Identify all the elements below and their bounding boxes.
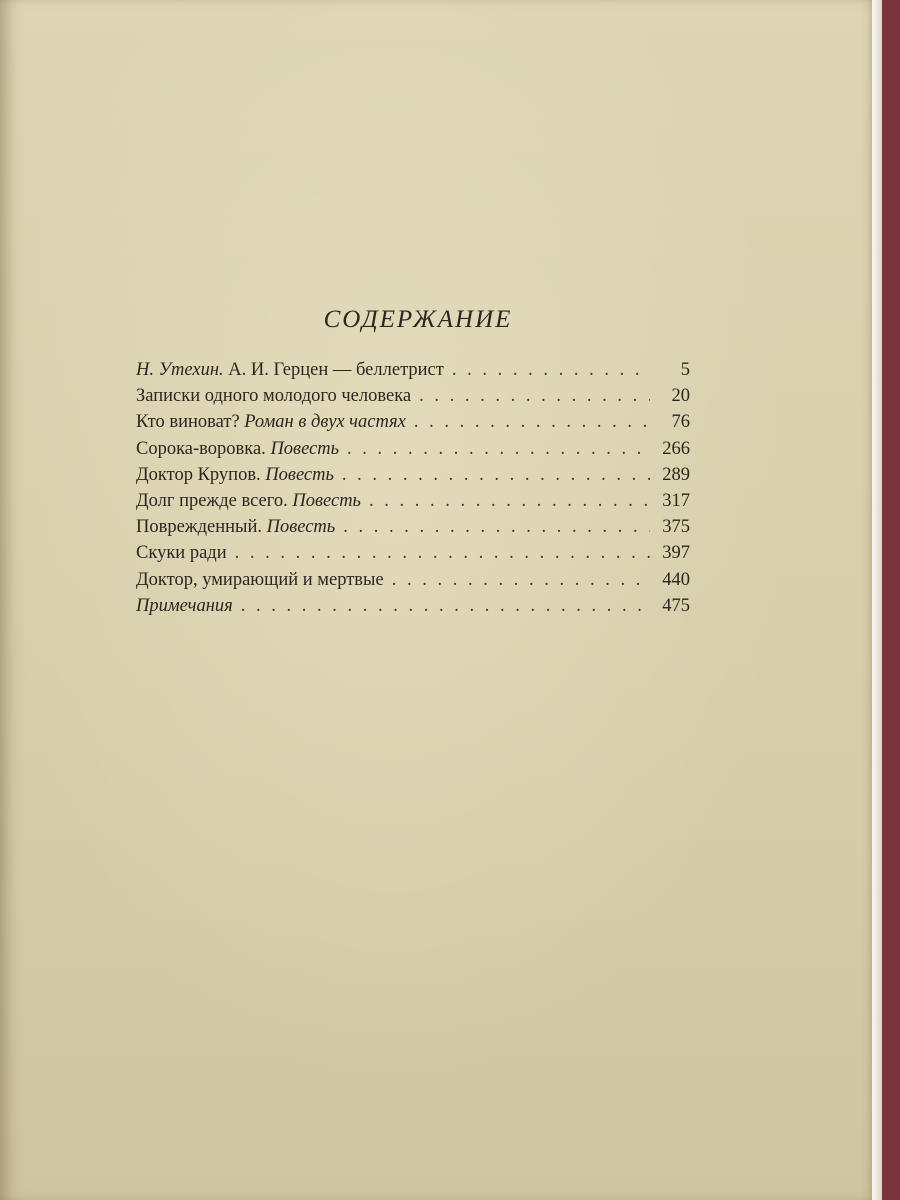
entry-subtitle: Повесть — [270, 438, 340, 459]
entry-page: 289 — [662, 464, 690, 485]
contents-row — [136, 596, 690, 622]
contents-row — [136, 517, 690, 543]
entry-subtitle: Роман в двух частях — [244, 412, 406, 433]
dot-leader — [334, 465, 650, 486]
entry-page: 475 — [662, 595, 690, 616]
entry-text — [136, 570, 384, 591]
entry-title: Доктор, умирающий и мертвые — [136, 569, 384, 590]
entry-title: Примечания — [136, 595, 233, 616]
entry-title: Доктор Крупов. — [136, 464, 261, 485]
dot-leader — [227, 543, 650, 564]
contents-row — [136, 386, 690, 412]
contents-row — [136, 465, 690, 491]
entry-title: Долг прежде всего. — [136, 490, 288, 511]
dot-leader — [411, 386, 650, 407]
contents-row — [136, 360, 690, 386]
entry-text — [136, 360, 444, 381]
contents-title: СОДЕРЖАНИЕ — [323, 306, 513, 333]
entry-page: 5 — [680, 360, 690, 380]
entry-text — [136, 517, 335, 538]
entry-page: 440 — [662, 569, 690, 590]
dot-leader — [444, 360, 650, 381]
entry-text — [136, 543, 227, 564]
entry-author: Н. Утехин. — [136, 360, 224, 380]
entry-text — [136, 386, 411, 407]
contents-row — [136, 439, 690, 465]
entry-subtitle: Повесть — [266, 517, 336, 538]
entry-text — [136, 439, 339, 460]
entry-subtitle: Повесть — [292, 490, 361, 511]
entry-page: 375 — [662, 517, 690, 538]
entry-text — [136, 491, 361, 512]
entry-page: 266 — [662, 438, 690, 459]
dot-leader — [406, 412, 650, 433]
entry-text — [136, 596, 233, 617]
entry-title: Сорока-воровка. — [136, 438, 266, 459]
entry-text — [136, 465, 334, 486]
contents-row — [136, 491, 690, 517]
table-of-contents — [136, 306, 690, 622]
entry-page: 317 — [662, 490, 690, 511]
entry-text — [136, 412, 406, 433]
contents-row — [136, 570, 690, 596]
entry-subtitle: Повесть — [265, 464, 334, 485]
dot-leader — [233, 596, 650, 617]
contents-list — [136, 360, 690, 622]
dot-leader — [339, 439, 650, 460]
entry-title: Кто виноват? — [136, 412, 240, 433]
entry-title: Поврежденный. — [136, 517, 262, 538]
contents-row — [136, 412, 690, 438]
entry-page: 20 — [671, 386, 690, 407]
entry-title: А. И. Герцен — беллетрист — [228, 360, 444, 380]
contents-row — [136, 543, 690, 569]
entry-title: Записки одного молодого человека — [136, 386, 412, 407]
entry-title: Скуки ради — [136, 543, 227, 564]
entry-page: 76 — [671, 412, 690, 433]
entry-page: 397 — [662, 543, 690, 564]
dot-leader — [361, 491, 650, 512]
dot-leader — [384, 570, 650, 591]
dot-leader — [335, 517, 650, 538]
